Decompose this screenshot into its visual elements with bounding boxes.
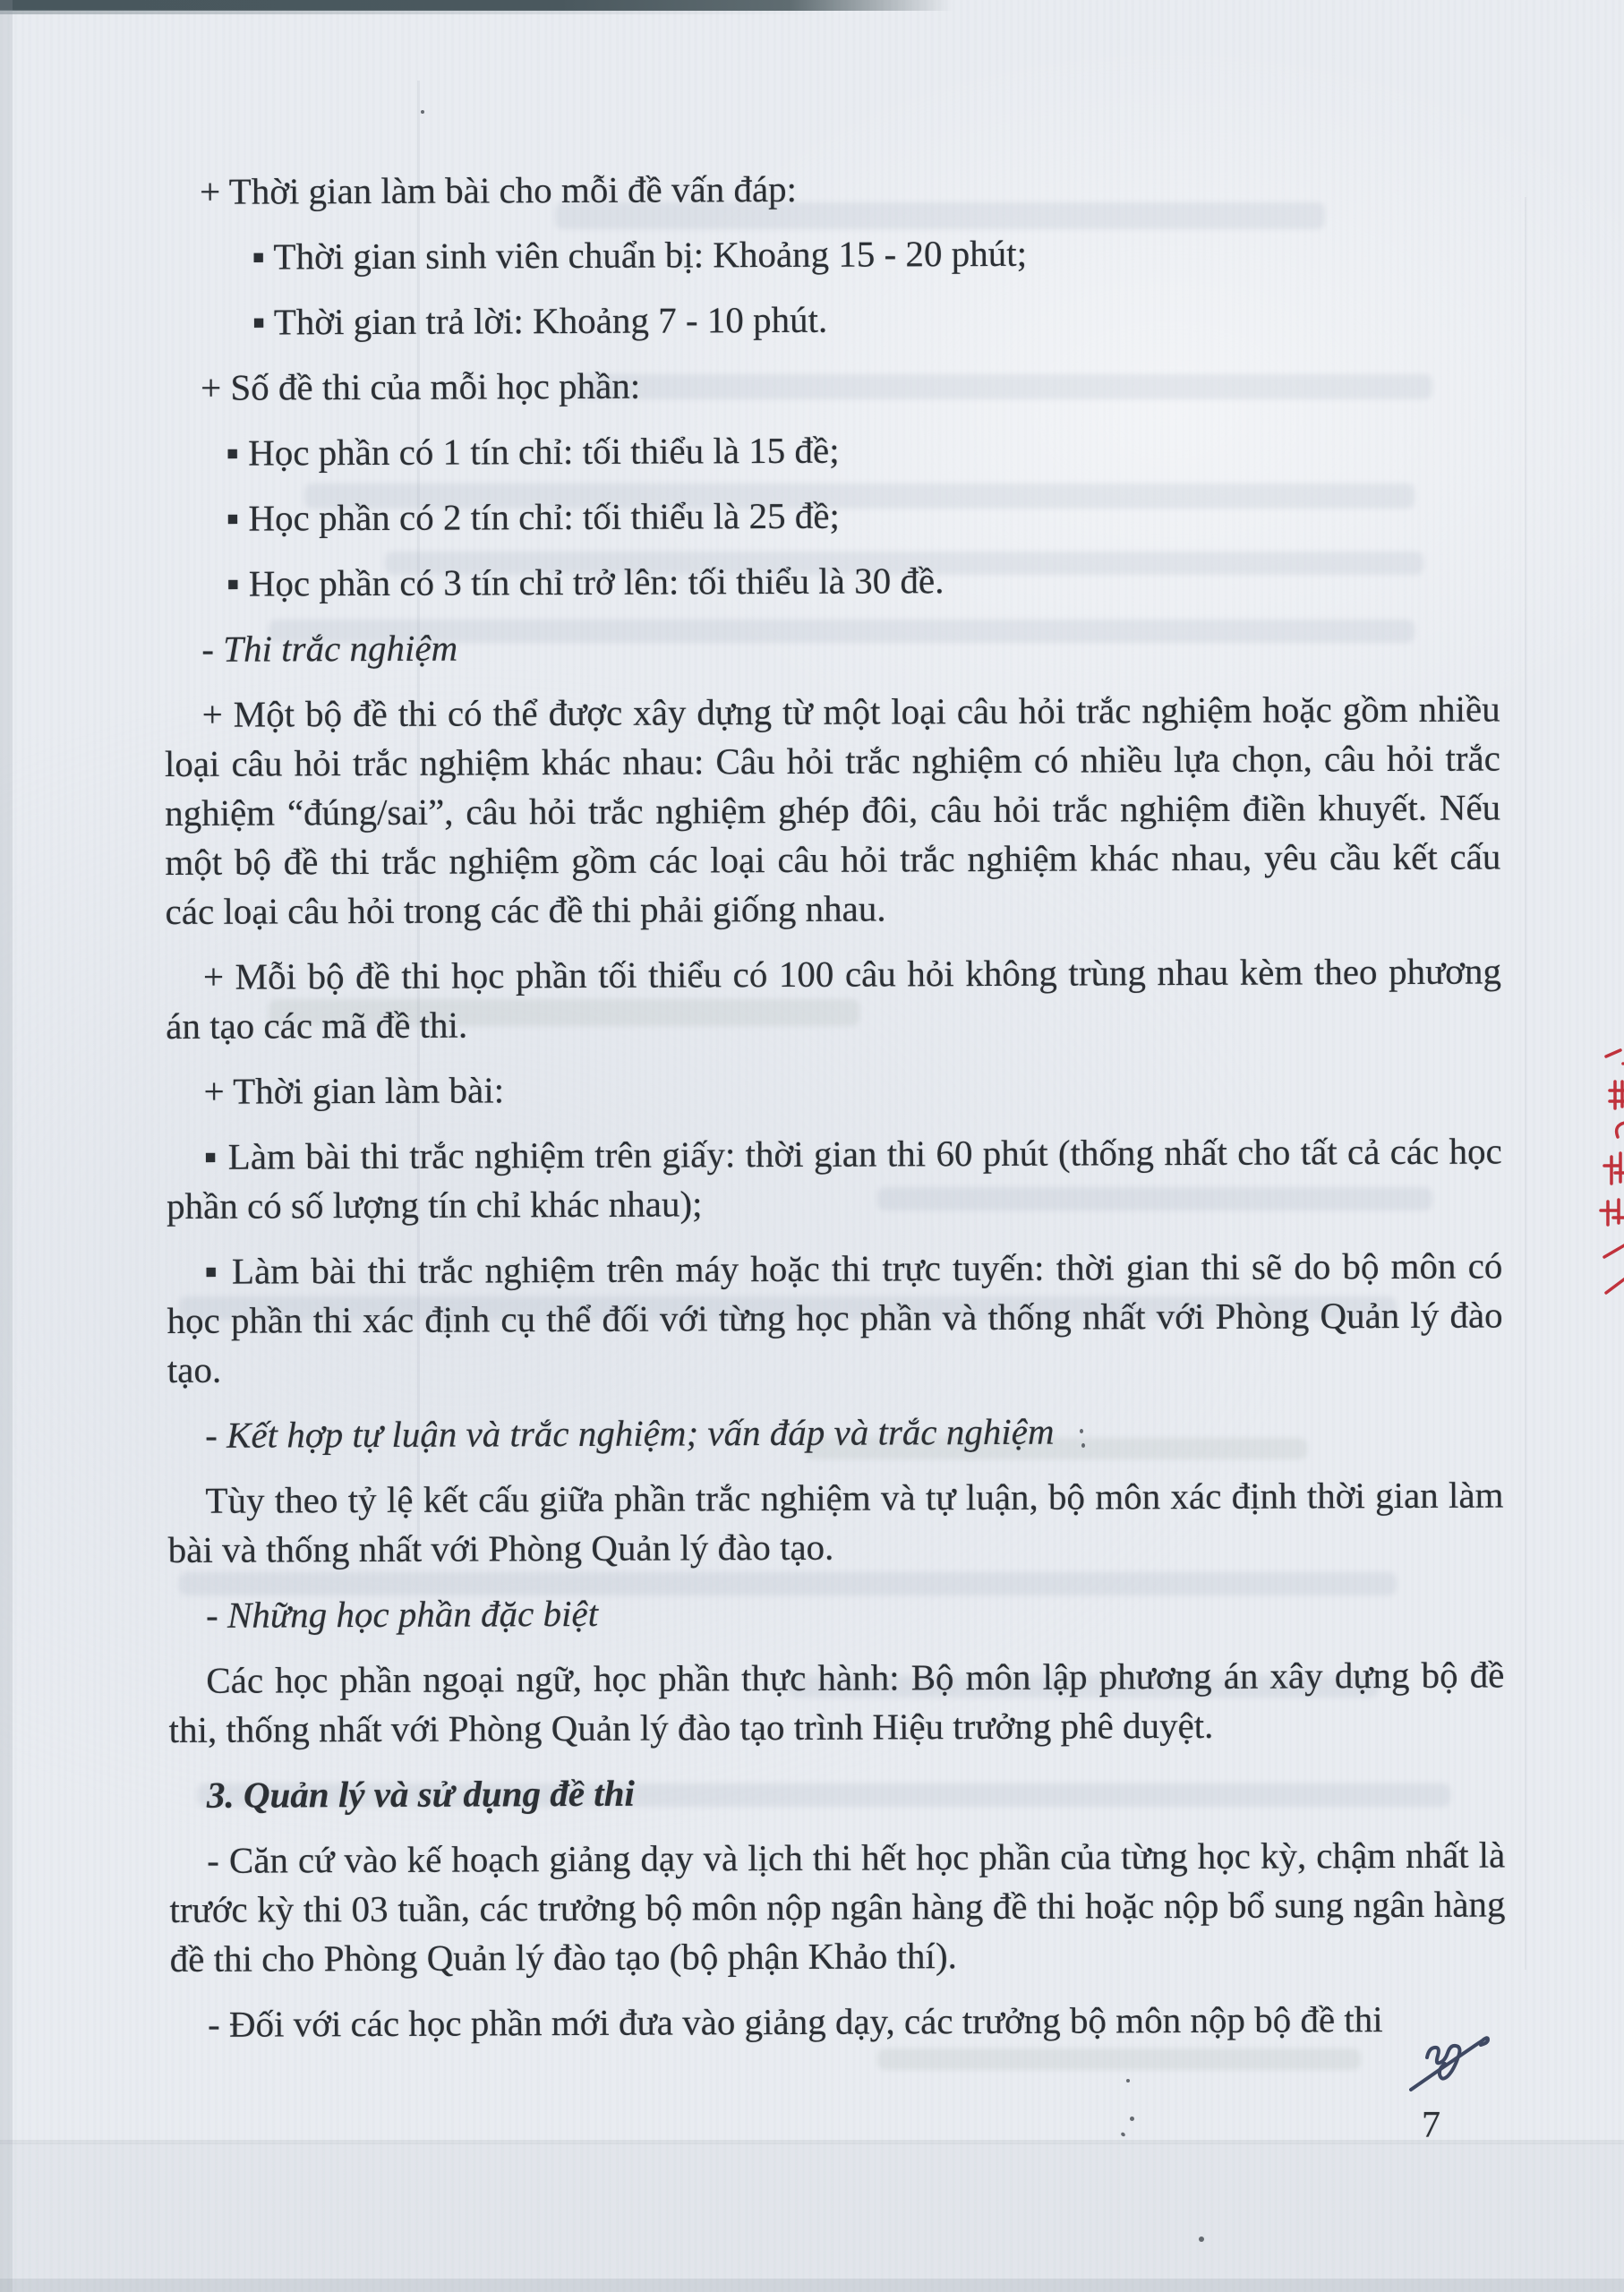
line-so-de-thi: + Số đề thi của mỗi học phần: bbox=[200, 364, 641, 408]
scan-speck bbox=[1126, 2079, 1130, 2082]
scan-speck bbox=[1199, 2236, 1204, 2242]
scan-speck bbox=[1130, 2117, 1134, 2121]
scan-speck bbox=[1080, 1429, 1083, 1433]
heading-quan-ly-su-dung-de-thi: 3. Quản lý và sử dụng đề thi bbox=[206, 1772, 635, 1816]
paragraph-moi-bo-de-thi-100-cau: + Mỗi bộ đề thi học phần tối thiểu có 100 câu hỏi không trùng nhau kèm theo phương án tạo các mã đề thi. bbox=[166, 950, 1502, 1047]
document-body bbox=[162, 161, 1506, 2065]
line-hoc-phan-3-tin-chi: ▪ Học phần có 3 tín chỉ trở lên: tối thiểu là 30 đề. bbox=[226, 560, 944, 604]
paragraph-can-cu-ke-hoach: - Căn cứ vào kế hoạch giảng dạy và lịch thi hết học phần của từng học kỳ, chậm nhất là trước kỳ thi 03 tuần, các trưởng bộ môn nộp ngân hàng đề thi hoặc nộp bổ sung ngân hàng đề thi cho Phòng Quản lý đào tạo (bộ phận Khảo thí). bbox=[169, 1834, 1506, 1980]
line-thoi-gian-chuan-bi: ▪ Thời gian sinh viên chuẩn bị: Khoảng 15 - 20 phút; bbox=[252, 232, 1028, 278]
subheading-thi-trac-nghiem: - Thi trắc nghiệm bbox=[201, 627, 458, 670]
line-thoi-gian-lam-bai-van-dap: + Thời gian làm bài cho mỗi đề vấn đáp: bbox=[200, 167, 798, 212]
paragraph-doi-voi-hoc-phan-moi: - Đối với các học phần mới đưa vào giảng dạy, các trưởng bộ môn nộp bộ đề thi bbox=[207, 1998, 1383, 2045]
paper-shade bbox=[0, 2143, 1624, 2292]
red-margin-marks bbox=[1597, 1037, 1624, 1305]
handwritten-initials-mark bbox=[1402, 2022, 1495, 2099]
paper-edge-shade bbox=[0, 0, 13, 2292]
scanner-edge-artifact-shadow bbox=[0, 10, 882, 14]
subheading-hoc-phan-dac-biet: - Những học phần đặc biệt bbox=[205, 1592, 599, 1636]
paragraph-hoc-phan-ngoai-ngu: Các học phần ngoại ngữ, học phần thực hành: Bộ môn lập phương án xây dựng bộ đề thi, thống nhất với Phòng Quản lý đào tạo trình Hiệu trưởng phê duyệt. bbox=[168, 1654, 1505, 1750]
subheading-ket-hop-tu-luan: - Kết hợp tự luận và trắc nghiệm; vấn đáp và trắc nghiệm bbox=[205, 1410, 1055, 1456]
paragraph-tuy-theo-ty-le: Tùy theo tỷ lệ kết cấu giữa phần trắc nghiệm và tự luận, bộ môn xác định thời gian làm bài và thống nhất với Phòng Quản lý đào tạo. bbox=[167, 1474, 1504, 1570]
line-thoi-gian-lam-bai: + Thời gian làm bài: bbox=[203, 1069, 505, 1112]
line-hoc-phan-1-tin-chi: ▪ Học phần có 1 tín chỉ: tối thiểu là 15 đề; bbox=[226, 429, 840, 474]
paragraph-lam-bai-tren-may: ▪ Làm bài thi trắc nghiệm trên máy hoặc thi trực tuyến: thời gian thi sẽ do bộ môn có học phần thi xác định cụ thể đối với từng học phần và thống nhất với Phòng Quản lý đào tạo. bbox=[167, 1244, 1503, 1390]
paper-edge-shade bbox=[0, 2279, 1624, 2292]
page-number: 7 bbox=[1422, 2105, 1440, 2146]
paragraph-mot-bo-de-thi: + Một bộ đề thi có thể được xây dựng từ một loại câu hỏi trắc nghiệm hoặc gồm nhiều loại câu hỏi trắc nghiệm khác nhau: Câu hỏi trắc nghiệm có nhiều lựa chọn, câu hỏi trắc nghiệm “đúng/sai”, câu hỏi trắc nghiệm ghép đôi, câu hỏi trắc nghiệm điền khuyết. Nếu một bộ đề thi trắc nghiệm gồm các loại câu hỏi trắc nghiệm khác nhau, yêu cầu kết cấu các loại câu hỏi trong các đề thi phải giống nhau. bbox=[164, 688, 1501, 932]
line-hoc-phan-2-tin-chi: ▪ Học phần có 2 tín chỉ: tối thiểu là 25 đề; bbox=[226, 494, 841, 539]
scan-speck bbox=[1081, 1443, 1085, 1448]
scan-speck bbox=[421, 110, 424, 114]
paper-crease bbox=[1525, 197, 1526, 1970]
paragraph-lam-bai-tren-giay: ▪ Làm bài thi trắc nghiệm trên giấy: thời gian thi 60 phút (thống nhất cho tất cả các học phần có số lượng tín chỉ khác nhau); bbox=[166, 1130, 1502, 1227]
line-thoi-gian-tra-loi: ▪ Thời gian trả lời: Khoảng 7 - 10 phút. bbox=[252, 298, 828, 343]
scan-speck bbox=[1120, 2132, 1125, 2137]
